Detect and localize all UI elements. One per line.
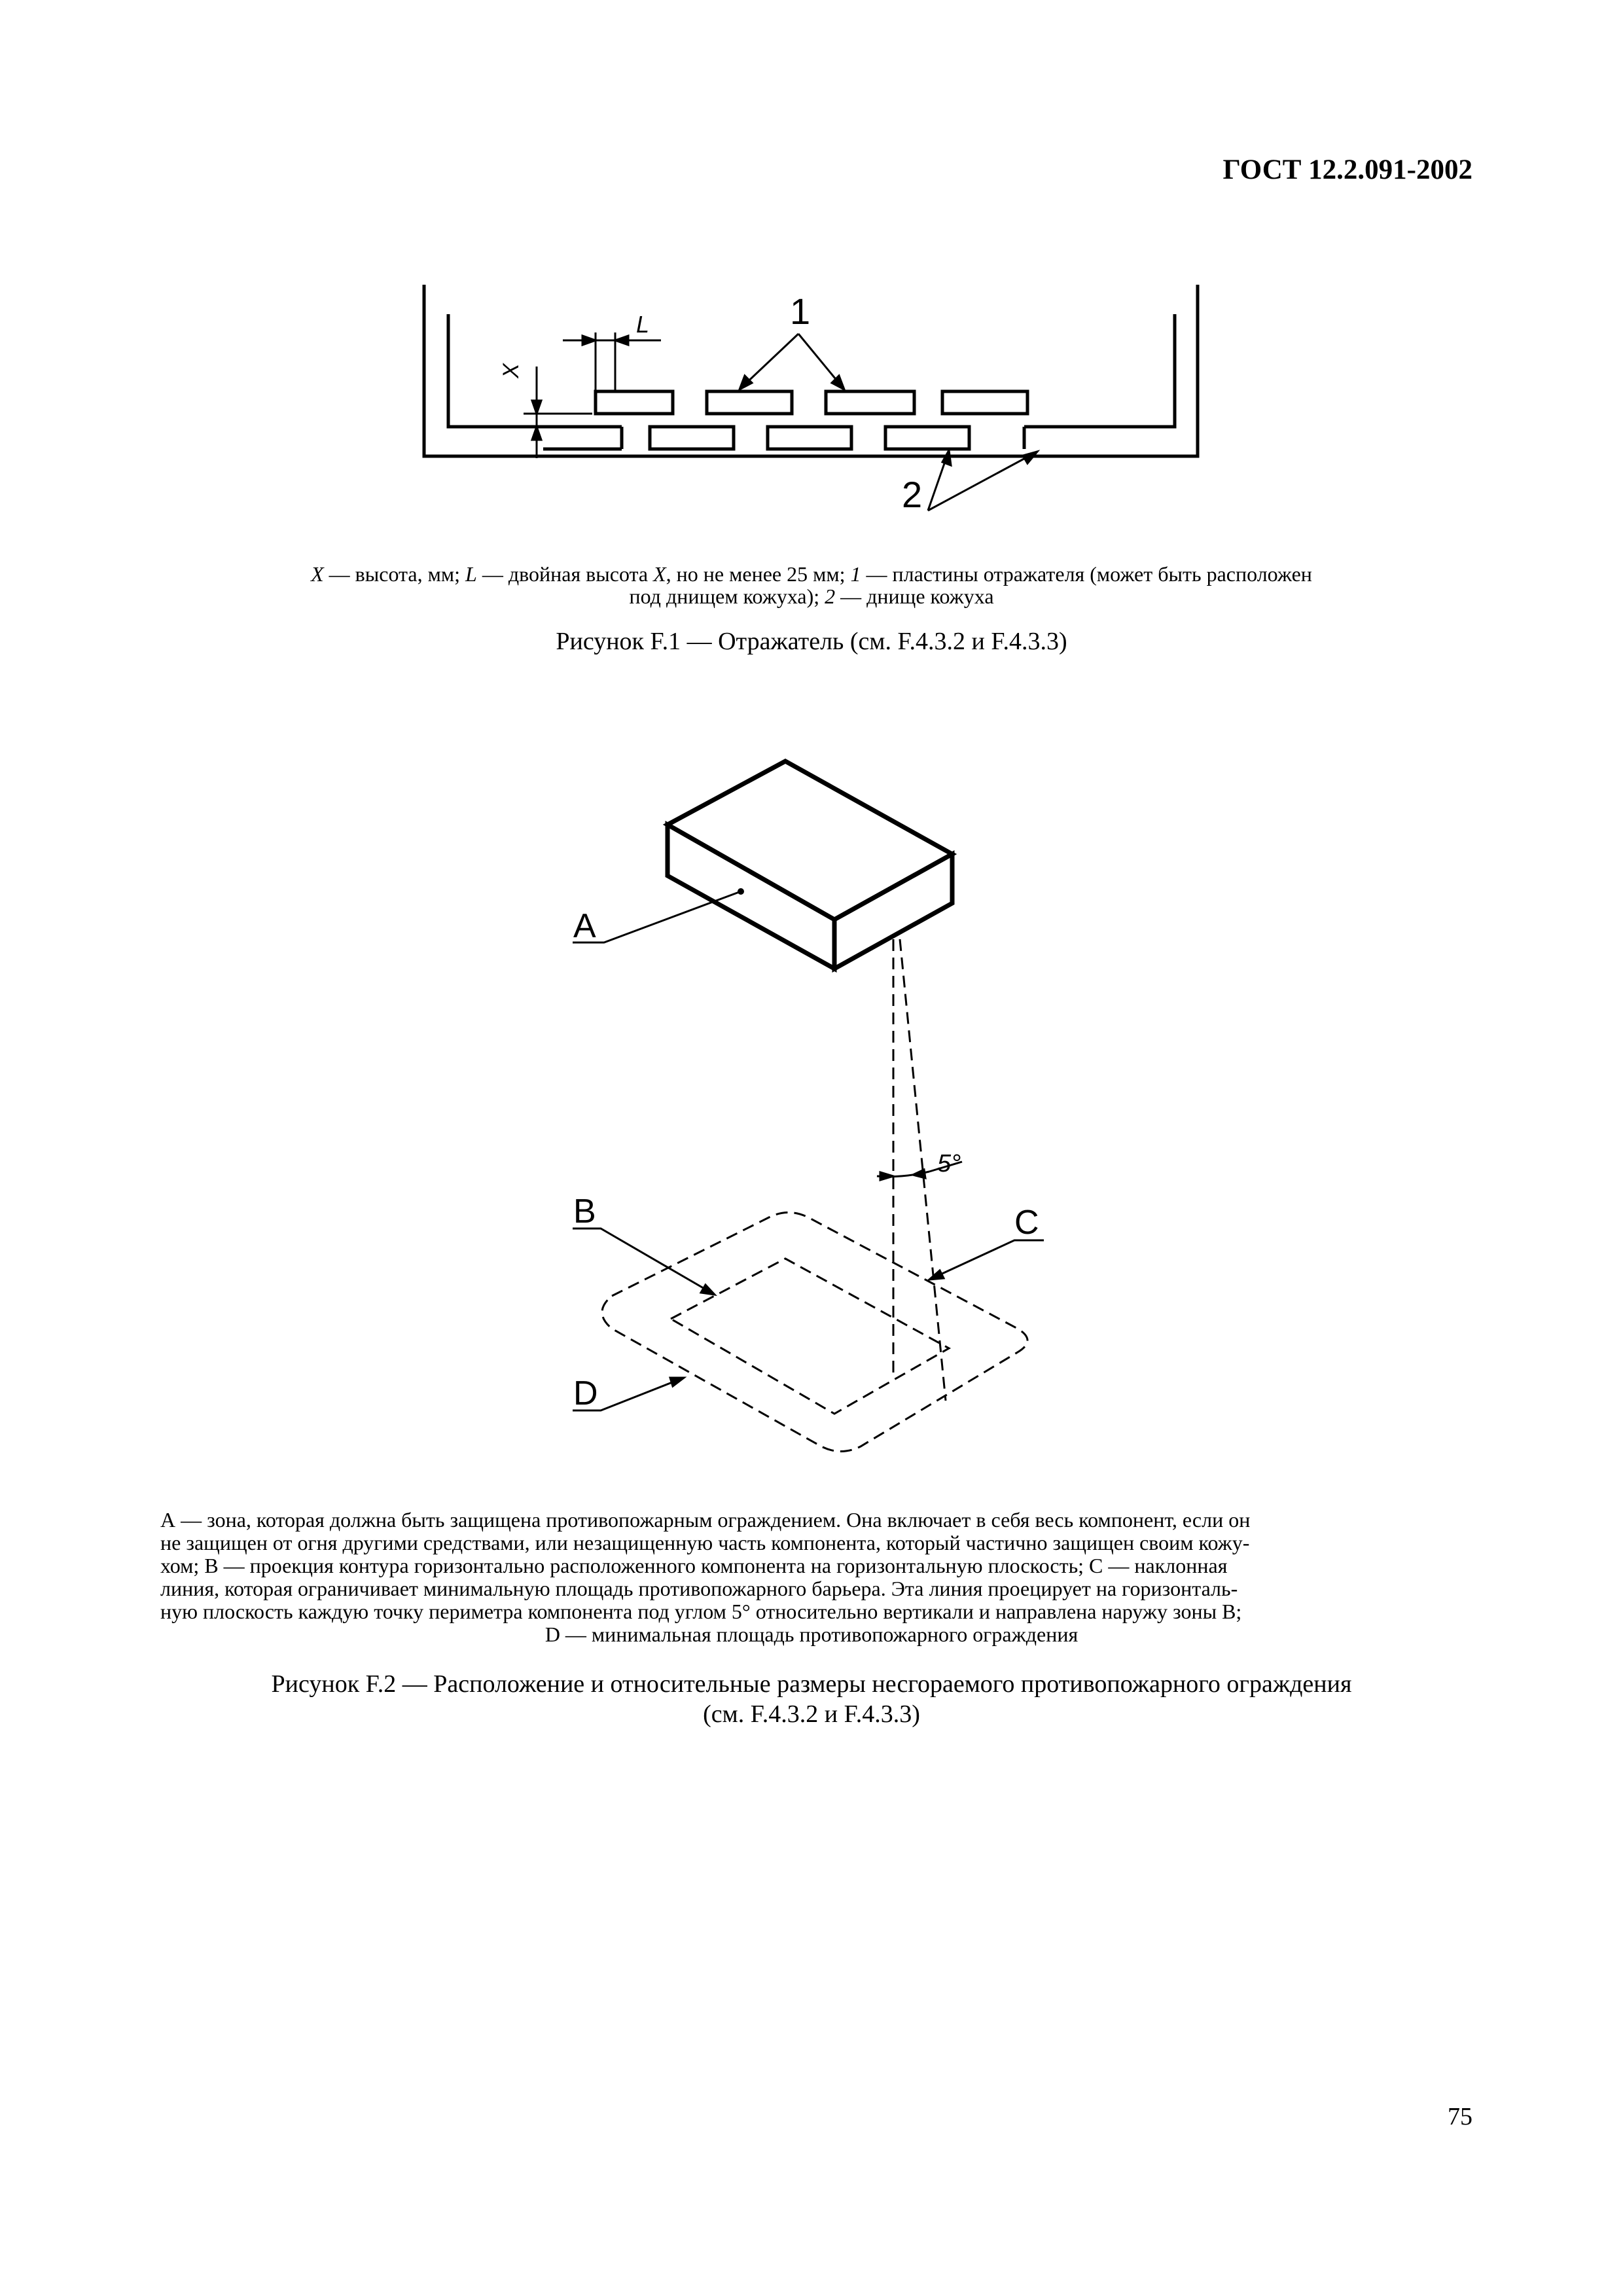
figure-f2-caption-line-2: (см. F.4.3.2 и F.4.3.3) (703, 1700, 920, 1728)
legend-num-1-text: — пластины отражателя (может быть расположен (861, 562, 1312, 586)
x-dim-label: X (499, 363, 524, 378)
legend-l-symbol: L (465, 562, 477, 586)
area-d-outline (602, 1213, 1027, 1452)
legend-num-1: 1 (850, 562, 861, 586)
leader-c (929, 1240, 1044, 1280)
figure-f2-legend (160, 1509, 1463, 1646)
figure-f1-caption: Рисунок F.1 — Отражатель (см. F.4.3.2 и F.4.3.3) (556, 628, 1067, 655)
legend2-line-3: хом; В — проекция контура горизонтально расположенного компонента на горизонтальную плоскость; С — наклонная (160, 1554, 1228, 1577)
label-b: B (573, 1193, 596, 1230)
area-b-outline (671, 1259, 949, 1414)
angle-label: 5° (937, 1150, 961, 1177)
label-a: A (573, 907, 596, 945)
legend-num-2-text: — днище кожуха (835, 584, 994, 608)
label-2: 2 (902, 474, 923, 515)
l-dim-label: L (636, 311, 650, 338)
leader-b (573, 1229, 715, 1295)
figure-f2-caption (170, 1669, 1453, 1729)
legend-l-text: — двойная высота (476, 562, 654, 586)
legend2-line-4: линия, которая ограничивает минимальную площадь противопожарного барьера. Эта линия проецирует на горизонталь- (160, 1577, 1238, 1600)
legend-line-2: под днищем кожуха); (629, 584, 825, 608)
legend2-line-2: не защищен от огня другими средствами, или незащищенную часть компонента, который частично защищен своим кожу- (160, 1531, 1250, 1554)
document-header: ГОСТ 12.2.091-2002 (1222, 154, 1472, 185)
legend-l-text-2: , но не менее 25 мм; (666, 562, 851, 586)
legend-x-text: — высота, мм; (323, 562, 466, 586)
legend2-line-1: А — зона, которая должна быть защищена противопожарным ограждением. Она включает в себя весь компонент, если он (160, 1508, 1251, 1532)
legend2-line-5: ную плоскость каждую точку периметра компонента под углом 5° относительно вертикали и направлена наружу зоны В; (160, 1600, 1242, 1623)
label-c: C (1014, 1204, 1039, 1242)
component-box-a (668, 761, 952, 969)
figure-f2-caption-line-1: Рисунок F.2 — Расположение и относительные размеры несгораемого противопожарного ограждения (271, 1670, 1352, 1698)
label-1: 1 (790, 291, 811, 332)
label-d: D (573, 1374, 598, 1412)
page-number: 75 (1448, 2103, 1472, 2130)
legend2-line-6: D — минимальная площадь противопожарного ограждения (544, 1623, 1079, 1646)
legend-x-symbol-2: X (653, 562, 666, 586)
legend-num-2: 2 (825, 584, 836, 608)
legend-x-symbol: X (311, 562, 324, 586)
